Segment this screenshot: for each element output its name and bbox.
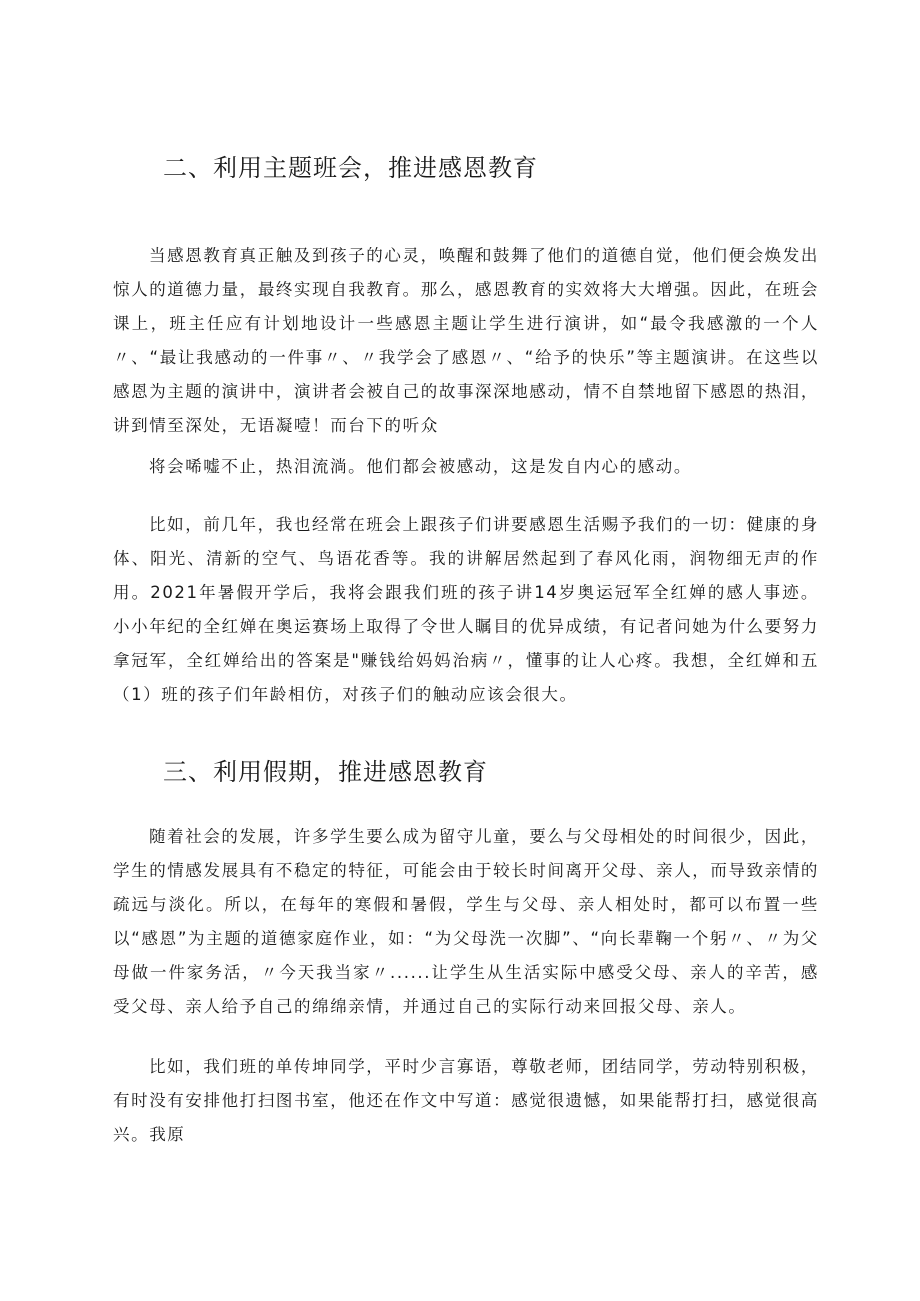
section-heading-2: 二、利用主题班会，推进感恩教育: [163, 154, 538, 182]
paragraph-2: 将会唏嘘不止，热泪流淌。他们都会被感动，这是发自内心的感动。: [149, 457, 692, 476]
paragraph-4: 随着社会的发展，许多学生要么成为留守儿童，要么与父母相处的时间很少，因此，学生的情感发展具有不稳定的特征，可能会由于较长时间离开父母、亲人，而导致亲情的疏远与淡化。所以，在每年的寒假和暑假，学生与父母、亲人相处时，都可以布置一些以“感恩”为主题的道德家庭作业，如：“为父母洗一次脚”、“向长辈鞠一个躬〃、〃为父母做一件家务活，〃今天我当家〃......让学生从生活实际中感受父母、亲人的辛苦，感受父母、亲人给予自己的绵绵亲情，并通过自己的实际行动来回报父母、亲人。: [113, 827, 819, 1016]
section-heading-3: 三、利用假期，推进感恩教育: [163, 758, 488, 786]
paragraph-3: 比如，前几年，我也经常在班会上跟孩子们讲要感恩生活赐予我们的一切：健康的身体、阳光、清新的空气、鸟语花香等。我的讲解居然起到了春风化雨，润物细无声的作用。2021年暑假开学后，我将会跟我们班的孩子讲14岁奥运冠军全红婵的感人事迹。小小年纪的全红婵在奥运赛场上取得了令世人瞩目的优异成绩，有记者问她为什么要努力拿冠军，全红婵给出的答案是"赚钱给妈妈治病〃，懂事的让人心疼。我想，全红婵和五（1）班的孩子们年龄相仿，对孩子们的触动应该会很大。: [113, 515, 819, 704]
paragraph-5: 比如，我们班的单传坤同学，平时少言寡语，尊敬老师，团结同学，劳动特别积极，有时没有安排他打扫图书室，他还在作文中写道：感觉很遗憾，如果能帮打扫，感觉很高兴。我原: [113, 1057, 819, 1144]
paragraph-1: 当感恩教育真正触及到孩子的心灵，唤醒和鼓舞了他们的道德自觉，他们便会焕发出惊人的道德力量，最终实现自我教育。那么，感恩教育的实效将大大增强。因此，在班会课上，班主任应有计划地设计一些感恩主题让学生进行演讲，如“最令我感激的一个人〃、“最让我感动的一件事〃、〃我学会了感恩〃、“给予的快乐”等主题演讲。在这些以感恩为主题的演讲中，演讲者会被自己的故事深深地感动，情不自禁地留下感恩的热泪，讲到情至深处，无语凝噎！而台下的听众: [113, 246, 819, 435]
